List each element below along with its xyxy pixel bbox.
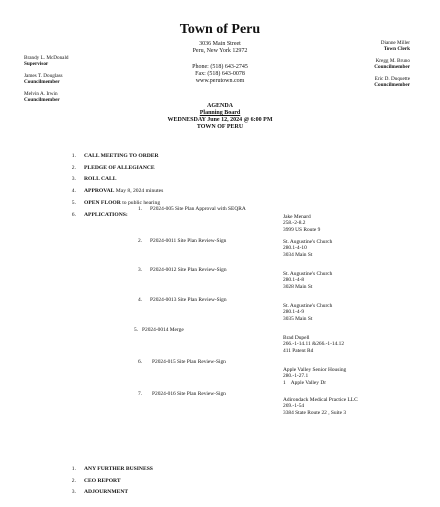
closing-item: 3. ADJOURNMENT	[71, 489, 129, 495]
application-5-info: Brad Dupell 266.-1-14.11 &266.-1-14.12 411 Patent Rd	[283, 335, 345, 354]
application-2-info: St. Augustine's Church 280.1-4-10 3034 Main St	[283, 239, 333, 258]
official-role: Supervisor	[24, 61, 49, 68]
agenda-item: 3. ROLL CALL	[71, 176, 117, 183]
town-title: Town of Peru	[179, 22, 261, 37]
official-role: Councilmember	[24, 79, 60, 86]
application-3: 3. P2024-0012 Site Plan Review-Sign	[138, 267, 227, 273]
official-name: Kregg M. Bruno	[375, 58, 410, 64]
agenda-item: 5. OPEN FLOOR to public hearing	[71, 199, 161, 206]
address-line1: 3036 Main Street	[199, 41, 241, 47]
official-name: Eric D. Duquette	[374, 76, 410, 82]
agenda-item: 1. CALL MEETING TO ORDER	[71, 153, 159, 159]
application-5: 5. P2024-0014 Merge	[134, 327, 184, 333]
closing-item: 1. ANY FURTHER BUSINESS	[71, 466, 153, 472]
official-role: Town Clerk	[383, 46, 410, 53]
official-role: Councilmember	[24, 97, 60, 104]
official-role: Councilmember	[374, 64, 410, 71]
agenda-title: AGENDA	[206, 103, 233, 109]
application-1: 1. P2024-005 Site Plan Approval with SEQRA	[138, 206, 246, 212]
application-6-info: Apple Valley Senior Housing 280.-1-27.1 1 Apple Valley Dr	[283, 367, 347, 386]
official-name: Brandy L. McDonald	[24, 55, 69, 61]
agenda-board: Planning Board	[199, 110, 241, 116]
application-2: 2. P2024-0011 Site Plan Review-Sign	[138, 238, 227, 244]
official-name: James T. Douglass	[24, 73, 63, 79]
website: www.perutown.com	[195, 78, 245, 84]
official-supervisor	[24, 55, 69, 67]
fax: Fax: (518) 643-0078	[195, 71, 245, 77]
official-councilmember-bruno	[374, 58, 410, 70]
official-role: Councilmember	[374, 82, 410, 89]
agenda-item: 2. PLEDGE OF ALLEGIANCE	[71, 164, 155, 171]
official-name: Melvin A. Irwin	[24, 91, 58, 97]
agenda-date: WEDNESDAY June 12, 2024 @ 6:00 PM	[167, 117, 273, 123]
application-4-info: St. Augustine's Church 280.1-4-9 3035 Main St	[283, 303, 333, 322]
closing-item: 2. CEO REPORT	[71, 477, 121, 484]
official-councilmember-douglass	[24, 73, 63, 85]
closing-items	[62, 462, 153, 497]
phone: Phone: (518) 643-2745	[192, 64, 248, 70]
official-councilmember-irwin	[24, 91, 60, 103]
official-name: Dianne Miller	[380, 40, 410, 46]
application-7-info: Adirondack Medical Practice LLC 269.-1-54 3384 State Route 22 , Suite 3	[283, 397, 358, 416]
application-4: 4. P2024-0013 Site Plan Review-Sign	[138, 297, 227, 303]
official-councilmember-duquette	[374, 76, 410, 88]
application-3-info: St. Augustine's Church 280.1-4-8 3028 Main St	[283, 271, 333, 290]
application-1-info: Jake Menard 258.-2-8.2 3999 US Route 9	[283, 214, 321, 233]
address-line2: Peru, New York 12972	[192, 48, 248, 54]
agenda-item: 6. APPLICATIONS:	[71, 211, 128, 218]
official-town-clerk	[381, 40, 410, 52]
application-7: 7. P2024-016 Site Plan Review-Sign	[138, 391, 226, 397]
agenda-town: TOWN OF PERU	[196, 124, 244, 130]
application-6: 6. P2024-015 Site Plan Review-Sign	[138, 359, 226, 365]
agenda-item: 4. APPROVAL May 8, 2024 minutes	[71, 188, 164, 195]
